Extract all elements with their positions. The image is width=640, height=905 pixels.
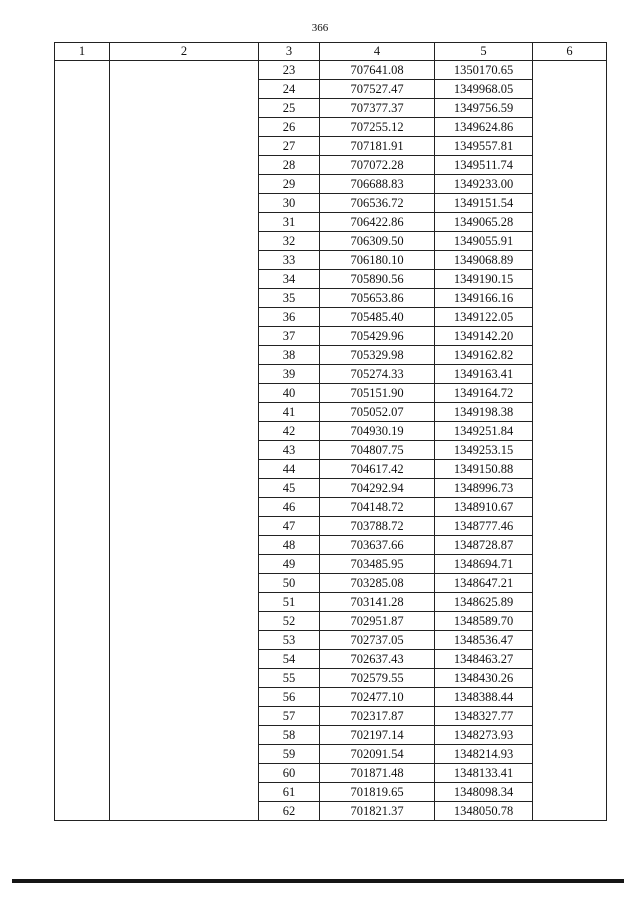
point-number-cell: 50 bbox=[259, 574, 320, 593]
x-coordinate-cell: 704930.19 bbox=[320, 422, 435, 441]
point-number-cell: 27 bbox=[259, 137, 320, 156]
x-coordinate-cell: 701819.65 bbox=[320, 783, 435, 802]
x-coordinate-cell: 705890.56 bbox=[320, 270, 435, 289]
y-coordinate-cell: 1349190.15 bbox=[435, 270, 533, 289]
y-coordinate-cell: 1349163.41 bbox=[435, 365, 533, 384]
y-coordinate-cell: 1349068.89 bbox=[435, 251, 533, 270]
y-coordinate-cell: 1348694.71 bbox=[435, 555, 533, 574]
point-number-cell: 49 bbox=[259, 555, 320, 574]
point-number-cell: 26 bbox=[259, 118, 320, 137]
x-coordinate-cell: 705653.86 bbox=[320, 289, 435, 308]
x-coordinate-cell: 707641.08 bbox=[320, 61, 435, 80]
x-coordinate-cell: 703285.08 bbox=[320, 574, 435, 593]
point-number-cell: 36 bbox=[259, 308, 320, 327]
table-row bbox=[55, 61, 607, 80]
x-coordinate-cell: 703485.95 bbox=[320, 555, 435, 574]
point-number-cell: 33 bbox=[259, 251, 320, 270]
x-coordinate-cell: 703141.28 bbox=[320, 593, 435, 612]
point-number-cell: 41 bbox=[259, 403, 320, 422]
column-header-4: 4 bbox=[320, 43, 435, 61]
x-coordinate-cell: 705052.07 bbox=[320, 403, 435, 422]
coordinates-table bbox=[54, 42, 607, 821]
x-coordinate-cell: 706180.10 bbox=[320, 251, 435, 270]
x-coordinate-cell: 707181.91 bbox=[320, 137, 435, 156]
column-6-cell bbox=[533, 61, 607, 821]
y-coordinate-cell: 1348536.47 bbox=[435, 631, 533, 650]
point-number-cell: 31 bbox=[259, 213, 320, 232]
point-number-cell: 39 bbox=[259, 365, 320, 384]
x-coordinate-cell: 704807.75 bbox=[320, 441, 435, 460]
x-coordinate-cell: 706422.86 bbox=[320, 213, 435, 232]
x-coordinate-cell: 706309.50 bbox=[320, 232, 435, 251]
x-coordinate-cell: 707072.28 bbox=[320, 156, 435, 175]
x-coordinate-cell: 705485.40 bbox=[320, 308, 435, 327]
x-coordinate-cell: 707527.47 bbox=[320, 80, 435, 99]
y-coordinate-cell: 1350170.65 bbox=[435, 61, 533, 80]
y-coordinate-cell: 1349251.84 bbox=[435, 422, 533, 441]
y-coordinate-cell: 1349055.91 bbox=[435, 232, 533, 251]
point-number-cell: 48 bbox=[259, 536, 320, 555]
y-coordinate-cell: 1348625.89 bbox=[435, 593, 533, 612]
x-coordinate-cell: 702091.54 bbox=[320, 745, 435, 764]
column-header-3: 3 bbox=[259, 43, 320, 61]
point-number-cell: 42 bbox=[259, 422, 320, 441]
point-number-cell: 38 bbox=[259, 346, 320, 365]
x-coordinate-cell: 705151.90 bbox=[320, 384, 435, 403]
point-number-cell: 35 bbox=[259, 289, 320, 308]
y-coordinate-cell: 1348728.87 bbox=[435, 536, 533, 555]
y-coordinate-cell: 1348463.27 bbox=[435, 650, 533, 669]
y-coordinate-cell: 1348133.41 bbox=[435, 764, 533, 783]
column-header-6: 6 bbox=[533, 43, 607, 61]
page-number: 366 bbox=[311, 22, 329, 34]
point-number-cell: 60 bbox=[259, 764, 320, 783]
x-coordinate-cell: 707377.37 bbox=[320, 99, 435, 118]
y-coordinate-cell: 1348996.73 bbox=[435, 479, 533, 498]
y-coordinate-cell: 1348214.93 bbox=[435, 745, 533, 764]
point-number-cell: 24 bbox=[259, 80, 320, 99]
point-number-cell: 62 bbox=[259, 802, 320, 821]
y-coordinate-cell: 1349198.38 bbox=[435, 403, 533, 422]
x-coordinate-cell: 706536.72 bbox=[320, 194, 435, 213]
table-body bbox=[55, 61, 607, 821]
point-number-cell: 40 bbox=[259, 384, 320, 403]
y-coordinate-cell: 1349162.82 bbox=[435, 346, 533, 365]
column-header-5: 5 bbox=[435, 43, 533, 61]
y-coordinate-cell: 1349122.05 bbox=[435, 308, 533, 327]
y-coordinate-cell: 1348589.70 bbox=[435, 612, 533, 631]
point-number-cell: 58 bbox=[259, 726, 320, 745]
y-coordinate-cell: 1349557.81 bbox=[435, 137, 533, 156]
column-header-1: 1 bbox=[55, 43, 110, 61]
point-number-cell: 47 bbox=[259, 517, 320, 536]
x-coordinate-cell: 702637.43 bbox=[320, 650, 435, 669]
y-coordinate-cell: 1349233.00 bbox=[435, 175, 533, 194]
y-coordinate-cell: 1349142.20 bbox=[435, 327, 533, 346]
point-number-cell: 25 bbox=[259, 99, 320, 118]
x-coordinate-cell: 704292.94 bbox=[320, 479, 435, 498]
y-coordinate-cell: 1348388.44 bbox=[435, 688, 533, 707]
y-coordinate-cell: 1349253.15 bbox=[435, 441, 533, 460]
point-number-cell: 55 bbox=[259, 669, 320, 688]
y-coordinate-cell: 1349151.54 bbox=[435, 194, 533, 213]
y-coordinate-cell: 1348273.93 bbox=[435, 726, 533, 745]
x-coordinate-cell: 703637.66 bbox=[320, 536, 435, 555]
y-coordinate-cell: 1349511.74 bbox=[435, 156, 533, 175]
y-coordinate-cell: 1348777.46 bbox=[435, 517, 533, 536]
y-coordinate-cell: 1349756.59 bbox=[435, 99, 533, 118]
column-2-cell bbox=[110, 61, 259, 821]
point-number-cell: 43 bbox=[259, 441, 320, 460]
point-number-cell: 23 bbox=[259, 61, 320, 80]
table-header-row bbox=[55, 43, 607, 61]
y-coordinate-cell: 1349150.88 bbox=[435, 460, 533, 479]
x-coordinate-cell: 703788.72 bbox=[320, 517, 435, 536]
x-coordinate-cell: 702737.05 bbox=[320, 631, 435, 650]
column-1-cell bbox=[55, 61, 110, 821]
point-number-cell: 51 bbox=[259, 593, 320, 612]
point-number-cell: 61 bbox=[259, 783, 320, 802]
y-coordinate-cell: 1349624.86 bbox=[435, 118, 533, 137]
point-number-cell: 28 bbox=[259, 156, 320, 175]
point-number-cell: 29 bbox=[259, 175, 320, 194]
x-coordinate-cell: 704617.42 bbox=[320, 460, 435, 479]
point-number-cell: 53 bbox=[259, 631, 320, 650]
x-coordinate-cell: 702317.87 bbox=[320, 707, 435, 726]
point-number-cell: 52 bbox=[259, 612, 320, 631]
y-coordinate-cell: 1348098.34 bbox=[435, 783, 533, 802]
column-header-2: 2 bbox=[110, 43, 259, 61]
x-coordinate-cell: 702197.14 bbox=[320, 726, 435, 745]
point-number-cell: 59 bbox=[259, 745, 320, 764]
y-coordinate-cell: 1348050.78 bbox=[435, 802, 533, 821]
point-number-cell: 30 bbox=[259, 194, 320, 213]
footer-rule bbox=[12, 879, 624, 883]
point-number-cell: 44 bbox=[259, 460, 320, 479]
point-number-cell: 45 bbox=[259, 479, 320, 498]
x-coordinate-cell: 702579.55 bbox=[320, 669, 435, 688]
y-coordinate-cell: 1348647.21 bbox=[435, 574, 533, 593]
x-coordinate-cell: 701871.48 bbox=[320, 764, 435, 783]
x-coordinate-cell: 701821.37 bbox=[320, 802, 435, 821]
y-coordinate-cell: 1349164.72 bbox=[435, 384, 533, 403]
y-coordinate-cell: 1349968.05 bbox=[435, 80, 533, 99]
x-coordinate-cell: 706688.83 bbox=[320, 175, 435, 194]
point-number-cell: 34 bbox=[259, 270, 320, 289]
y-coordinate-cell: 1348910.67 bbox=[435, 498, 533, 517]
x-coordinate-cell: 702951.87 bbox=[320, 612, 435, 631]
point-number-cell: 32 bbox=[259, 232, 320, 251]
x-coordinate-cell: 705429.96 bbox=[320, 327, 435, 346]
y-coordinate-cell: 1348430.26 bbox=[435, 669, 533, 688]
x-coordinate-cell: 704148.72 bbox=[320, 498, 435, 517]
y-coordinate-cell: 1349065.28 bbox=[435, 213, 533, 232]
y-coordinate-cell: 1349166.16 bbox=[435, 289, 533, 308]
point-number-cell: 46 bbox=[259, 498, 320, 517]
x-coordinate-cell: 702477.10 bbox=[320, 688, 435, 707]
x-coordinate-cell: 705329.98 bbox=[320, 346, 435, 365]
x-coordinate-cell: 707255.12 bbox=[320, 118, 435, 137]
x-coordinate-cell: 705274.33 bbox=[320, 365, 435, 384]
point-number-cell: 54 bbox=[259, 650, 320, 669]
point-number-cell: 37 bbox=[259, 327, 320, 346]
point-number-cell: 56 bbox=[259, 688, 320, 707]
y-coordinate-cell: 1348327.77 bbox=[435, 707, 533, 726]
point-number-cell: 57 bbox=[259, 707, 320, 726]
